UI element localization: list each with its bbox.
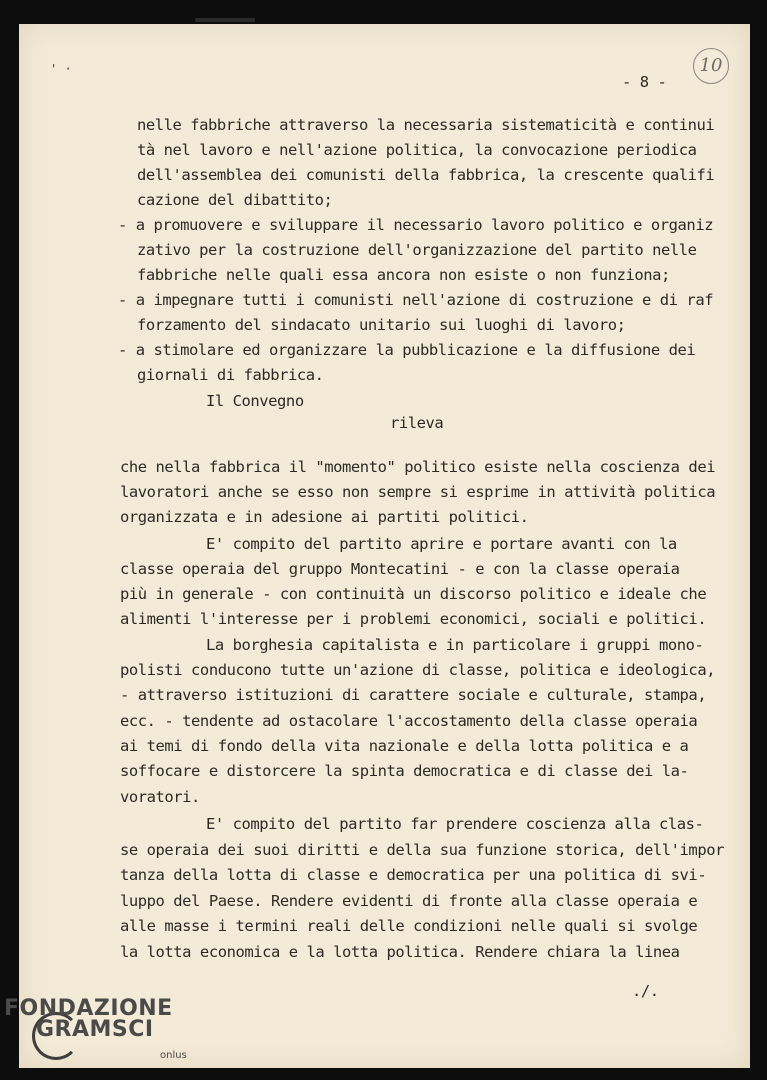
text-line-14: che nella fabbrica il "momento" politico esiste nella coscienza dei [120, 458, 716, 476]
scan-edge-mark [195, 18, 255, 22]
text-line-8: - a impegnare tutti i comunisti nell'azione di costruzione e di raf [118, 291, 714, 309]
text-line-7: fabbriche nelle quali essa ancora non esiste o non funziona; [137, 266, 670, 284]
text-line-21: La borghesia capitalista e in particolare i gruppi mono- [206, 636, 704, 654]
continuation-mark: ./. [632, 982, 659, 1000]
text-line-6: zativo per la costruzione dell'organizzazione del partito nelle [137, 241, 697, 259]
text-line-10: - a stimolare ed organizzare la pubblicazione e la diffusione dei [118, 341, 696, 359]
text-line-2: tà nel lavoro e nell'azione politica, la convocazione periodica [137, 141, 697, 159]
text-line-3: dell'assemblea dei comunisti della fabbrica, la crescente qualifi [137, 166, 715, 184]
corner-marks: ' · [50, 62, 72, 76]
text-line-30: tanza della lotta di classe e democratica per una politica di svi- [120, 866, 707, 884]
text-line-19: più in generale - con continuità un discorso politico e ideale che [120, 585, 707, 603]
text-line-20: alimenti l'interesse per i problemi economici, sociali e politici. [120, 610, 707, 628]
text-line-27: voratori. [120, 788, 200, 806]
text-line-26: soffocare e distorcere la spinta democratica e di classe dei la- [120, 762, 689, 780]
text-line-5: - a promuovere e sviluppare il necessario lavoro politico e organiz [118, 216, 714, 234]
text-line-28: E' compito del partito far prendere coscienza alla clas- [206, 815, 704, 833]
text-line-16: organizzata e in adesione ai partiti politici. [120, 508, 529, 526]
text-line-4: cazione del dibattito; [137, 191, 333, 209]
text-line-32: alle masse i termini reali delle condizioni nelle quali si svolge [120, 917, 698, 935]
text-line-23: - attraverso istituzioni di carattere sociale e culturale, stampa, [120, 686, 707, 704]
text-line-18: classe operaia del gruppo Montecatini - e con la classe operaia [120, 560, 680, 578]
text-line-1: nelle fabbriche attraverso la necessaria sistematicità e continui [137, 116, 715, 134]
text-line-24: ecc. - tendente ad ostacolare l'accostamento della classe operaia [120, 712, 698, 730]
text-line-25: ai temi di fondo della vita nazionale e della lotta politica e a [120, 737, 689, 755]
folio-stamp [693, 48, 729, 84]
text-line-29: se operaia dei suoi diritti e della sua funzione storica, dell'impor [120, 841, 724, 859]
text-line-15: lavoratori anche se esso non sempre si esprime in attività politica [120, 483, 716, 501]
text-line-33: la lotta economica e la lotta politica. Rendere chiara la linea [120, 943, 680, 961]
page-number: - 8 - [622, 73, 667, 91]
text-line-22: polisti conducono tutte un'azione di classe, politica e ideologica, [120, 661, 716, 679]
text-line-9: forzamento del sindacato unitario sui luoghi di lavoro; [137, 316, 626, 334]
text-line-13: rileva [390, 414, 444, 432]
text-line-12: Il Convegno [206, 392, 304, 410]
archive-watermark-line3: onlus [160, 1050, 187, 1061]
text-line-11: giornali di fabbrica. [137, 366, 324, 384]
archive-watermark-line1: FONDAZIONE [4, 996, 173, 1021]
folio-number: 10 [699, 55, 723, 76]
text-line-31: luppo del Paese. Rendere evidenti di fronte alla classe operaia e [120, 892, 698, 910]
text-line-17: E' compito del partito aprire e portare avanti con la [206, 535, 677, 553]
archive-watermark-line2: GRAMSCI [36, 1017, 154, 1042]
